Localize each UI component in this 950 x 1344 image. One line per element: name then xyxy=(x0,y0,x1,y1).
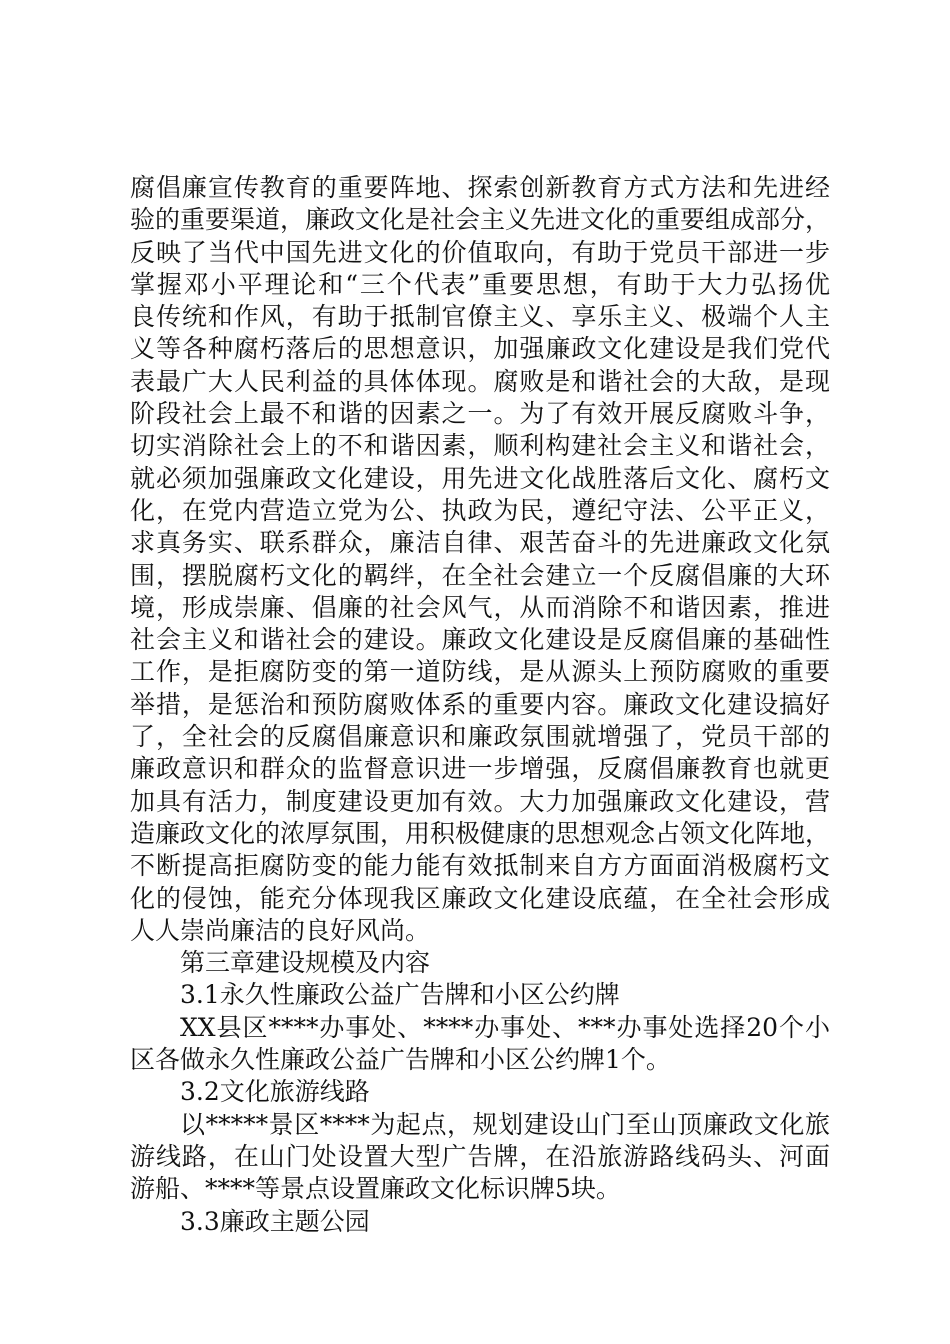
section-3-2-heading: 3.2文化旅游线路 xyxy=(180,1077,370,1107)
text-line: 围，摆脱腐朽文化的羁绊，在全社会建立一个反腐倡廉的大环 xyxy=(130,560,830,590)
text-line: 求真务实、联系群众，廉洁自律、艰苦奋斗的先进廉政文化氛 xyxy=(130,528,830,558)
text-line: 区各做永久性廉政公益广告牌和小区公约牌1个。 xyxy=(130,1045,671,1075)
text-line: 掌握邓小平理论和“三个代表”重要思想，有助于大力弘扬优 xyxy=(130,269,830,299)
text-line: 反映了当代中国先进文化的价值取向，有助于党员干部进一步 xyxy=(130,237,830,267)
text-line: 加具有活力，制度建设更加有效。大力加强廉政文化建设，营 xyxy=(130,786,830,816)
text-line: 化，在党内营造立党为公、执政为民，遵纪守法、公平正义， xyxy=(130,495,830,525)
text-line: 化的侵蚀，能充分体现我区廉政文化建设底蕴，在全社会形成 xyxy=(130,883,830,913)
text-line: 游线路，在山门处设置大型广告牌，在沿旅游路线码头、河面 xyxy=(130,1141,830,1171)
document-body xyxy=(130,172,830,1238)
section-3-1-heading: 3.1永久性廉政公益广告牌和小区公约牌 xyxy=(180,980,620,1010)
text-line: 社会主义和谐社会的建设。廉政文化建设是反腐倡廉的基础性 xyxy=(130,625,830,655)
section-3-2-paragraph xyxy=(130,1109,830,1206)
text-line: 游船、****等景点设置廉政文化标识牌5块。 xyxy=(130,1174,621,1204)
section-3-1-paragraph xyxy=(130,1012,830,1077)
section-3-3-heading: 3.3廉政主题公园 xyxy=(180,1206,370,1236)
chapter-heading: 第三章建设规模及内容 xyxy=(180,948,431,978)
text-line: 工作，是拒腐防变的第一道防线，是从源头上预防腐败的重要 xyxy=(130,657,830,687)
text-line: XX县区****办事处、****办事处、***办事处选择20个小 xyxy=(180,1012,830,1042)
text-line: 以*****景区****为起点，规划建设山门至山顶廉政文化旅 xyxy=(180,1109,830,1139)
paragraph-continuation xyxy=(130,172,830,947)
text-line: 举措，是惩治和预防腐败体系的重要内容。廉政文化建设搞好 xyxy=(130,689,830,719)
text-line: 义等各种腐朽落后的思想意识，加强廉政文化建设是我们党代 xyxy=(130,334,830,364)
text-line: 良传统和作风，有助于抵制官僚主义、享乐主义、极端个人主 xyxy=(130,302,830,332)
text-line: 境，形成崇廉、倡廉的社会风气，从而消除不和谐因素，推进 xyxy=(130,592,830,622)
text-line: 就必须加强廉政文化建设，用先进文化战胜落后文化、腐朽文 xyxy=(130,463,830,493)
text-line: 腐倡廉宣传教育的重要阵地、探索创新教育方式方法和先进经 xyxy=(130,173,830,202)
text-line: 人人崇尚廉洁的良好风尚。 xyxy=(130,915,431,945)
text-line: 切实消除社会上的不和谐因素，顺利构建社会主义和谐社会， xyxy=(130,431,830,461)
text-line: 表最广大人民利益的具体体现。腐败是和谐社会的大敌，是现 xyxy=(130,366,830,396)
text-line: 验的重要渠道，廉政文化是社会主义先进文化的重要组成部分， xyxy=(130,205,831,235)
text-line: 阶段社会上最不和谐的因素之一。为了有效开展反腐败斗争， xyxy=(130,399,830,429)
text-line: 了，全社会的反腐倡廉意识和廉政氛围就增强了，党员干部的 xyxy=(130,722,830,752)
text-line: 造廉政文化的浓厚氛围，用积极健康的思想观念占领文化阵地， xyxy=(130,818,831,848)
text-line: 廉政意识和群众的监督意识进一步增强，反腐倡廉教育也就更 xyxy=(130,754,830,784)
text-line: 不断提高拒腐防变的能力能有效抵制来自方方面面消极腐朽文 xyxy=(130,851,830,881)
